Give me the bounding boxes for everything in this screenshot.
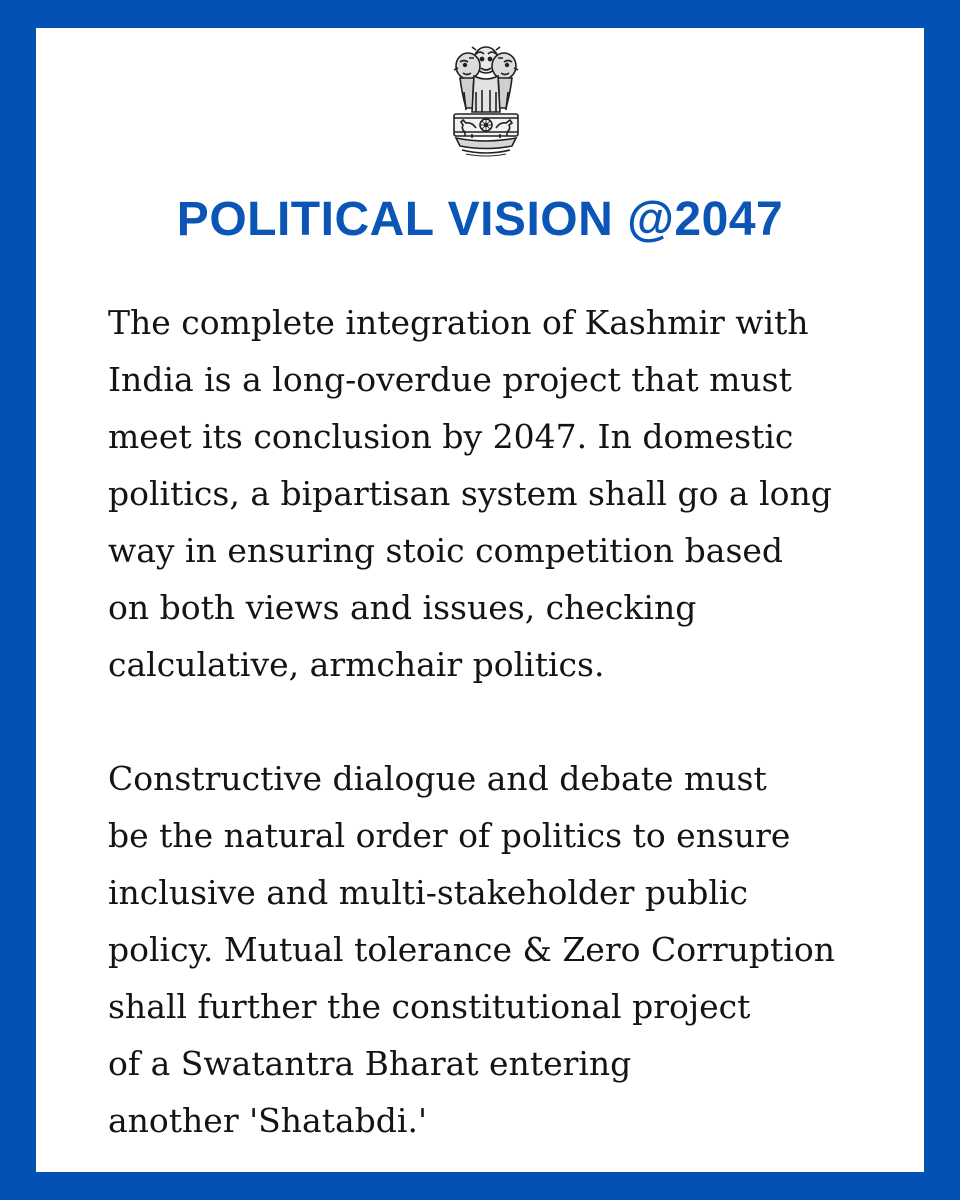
text-line: of a Swatantra Bharat entering bbox=[108, 1044, 632, 1083]
paragraph-1 bbox=[108, 294, 888, 693]
text-line: shall further the constitutional project bbox=[108, 987, 751, 1026]
national-emblem-icon bbox=[446, 42, 526, 160]
paragraph-2 bbox=[108, 750, 888, 1149]
text-line: The complete integration of Kashmir with bbox=[108, 303, 809, 342]
text-line: Constructive dialogue and debate must bbox=[108, 759, 767, 798]
text-line: meet its conclusion by 2047. In domestic bbox=[108, 417, 794, 456]
text-line: on both views and issues, checking bbox=[108, 588, 697, 627]
text-line: politics, a bipartisan system shall go a long bbox=[108, 474, 832, 513]
content-card bbox=[36, 28, 924, 1172]
page-title: POLITICAL VISION @2047 bbox=[176, 193, 784, 246]
text-line: another 'Shatabdi.' bbox=[108, 1101, 428, 1140]
text-line: way in ensuring stoic competition based bbox=[108, 531, 784, 570]
body-text bbox=[108, 294, 888, 1149]
text-line: calculative, armchair politics. bbox=[108, 645, 605, 684]
text-line: policy. Mutual tolerance & Zero Corruption bbox=[108, 930, 835, 969]
text-line: inclusive and multi-stakeholder public bbox=[108, 873, 748, 912]
text-line: be the natural order of politics to ensure bbox=[108, 816, 791, 855]
text-line: India is a long-overdue project that must bbox=[108, 360, 792, 399]
